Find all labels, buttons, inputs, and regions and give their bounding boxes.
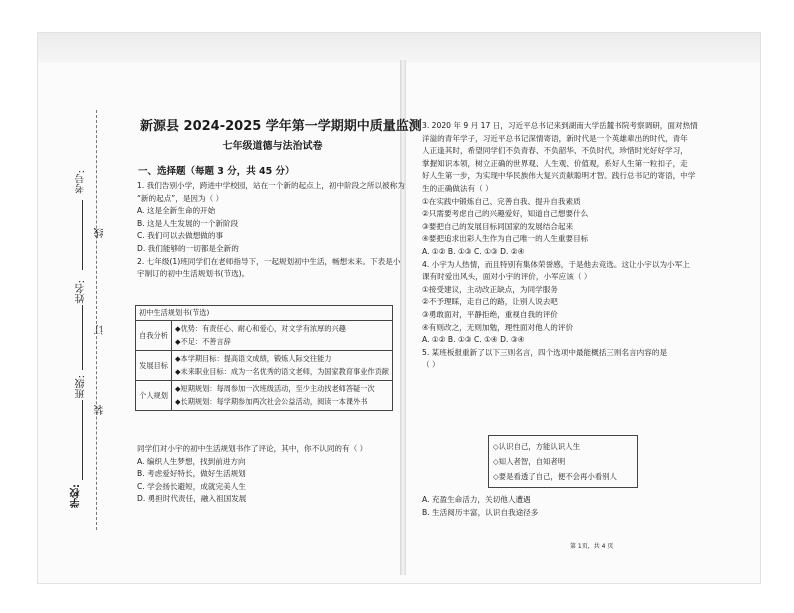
quote-line: ◇要是看透了自己，便不会再小看别人 — [493, 472, 617, 481]
row-item: ◆优势：有责任心、耐心和爱心，对文学有浓厚的兴趣 — [175, 324, 346, 333]
option-line: B. 这是人生发展的一个新阶段 — [137, 218, 239, 228]
table-caption: 初中生活规划书(节选) — [136, 306, 393, 321]
option-line: A. 编织人生梦想，找到前进方向 — [137, 456, 246, 466]
statement-line: ①在实践中锻炼自己、完善自我、提升自我素质 — [422, 196, 581, 206]
table-row — [136, 351, 393, 381]
question-line: 3. 2020 年 9 月 17 日，习近平总书记来到湖南大学岳麓书院考察调研，面对热情 — [422, 121, 698, 130]
exam-number-blank — [82, 200, 83, 270]
row-content — [172, 321, 393, 351]
right-column-questions — [422, 120, 698, 372]
quote-line: ◇认识自己，方能认识人生 — [493, 442, 580, 451]
question-line: 5. 某班板报重新了以下三则名言，四个选项中最能概括三则名言内容的是 — [422, 347, 668, 357]
page-number: 第 1页，共 4 页 — [570, 543, 614, 550]
statement-line: ④有则改之，无则加勉，理性面对他人的评价 — [422, 322, 574, 332]
option-line: A. 充盈生命活力，关切他人遭遇 — [422, 495, 531, 504]
binding-zhuang-mark: 装 — [95, 405, 106, 415]
class-label: 班级: — [76, 375, 87, 399]
exam-number-label: 考号: — [76, 170, 87, 194]
question-line: 好人生第一步，为实现中华民族伟大复兴贡献聪明才智。践行总书记的寄语，中学 — [422, 171, 696, 181]
option-line: D. 勇担时代责任，融入祖国发展 — [137, 494, 247, 504]
row-item: ◆本学期目标：提高语文成绩，锻炼人际交往能力 — [175, 354, 332, 363]
option-line: D. 我们能够的一切都是全新的 — [137, 243, 239, 253]
right-column-after-box — [422, 494, 538, 519]
statement-line: ①接受建议，主动改正缺点，为同学服务 — [422, 284, 558, 294]
binding-xian-mark: 线 — [95, 228, 106, 238]
statement-line: ②不予理睬，走自己的路，让别人说去吧 — [422, 297, 558, 307]
option-line: B. 考虑爱好特长，做好生活规划 — [137, 469, 246, 479]
option-line: C. 学会扬长避短，成就完美人生 — [137, 481, 246, 491]
life-plan-table — [135, 305, 393, 411]
statement-line: ④要把追求出彩人生作为自己唯一的人生重要目标 — [422, 234, 589, 244]
row-content — [172, 351, 393, 381]
question-line: （ ） — [422, 360, 440, 370]
question-line: 2. 七年级(1)班同学们在老师指导下，一起规划初中生活，畅想未来。下表是小 — [137, 256, 401, 266]
question-line: 4. 小宇为人热情，而且特别有集体荣誉感，于是他去竞选。这让小宇以为小军上 — [422, 259, 690, 269]
binding-dashed-line — [96, 110, 97, 530]
section-heading: 一、选择题（每题 3 分，共 45 分） — [138, 166, 295, 177]
question-line: 1. 我们告别小学，跨进中学校园，站在一个新的起点上，初中阶段之所以被称为 — [137, 181, 405, 190]
quotes-box — [488, 435, 638, 488]
statement-line: ②只需要考虑自己的兴趣爱好，知道自己想要什么 — [422, 209, 589, 219]
statement-line: ③要把自己的发展目标同国家的发展结合起来 — [422, 221, 574, 231]
exam-subtitle: 七年级道德与法治试卷 — [222, 141, 323, 152]
class-blank — [82, 400, 83, 480]
question-line: “新的起点”，是因为（ ） — [137, 193, 224, 203]
name-blank — [82, 305, 83, 370]
exam-title: 新源县 2024-2025 学年第一学期期中质量监测 — [140, 119, 422, 134]
row-label: 个人规划 — [136, 381, 172, 411]
question-line: 生的正确做法有（ ） — [422, 183, 493, 193]
question-line: 同学们对小宇的初中生活规划书作了评论，其中，你不认同的有（ ） — [137, 444, 368, 453]
binding-ding-mark: 订 — [95, 325, 106, 335]
question-line: 宇制订的初中生活规划书(节选)。 — [137, 269, 250, 279]
row-label: 发展目标 — [136, 351, 172, 381]
row-item: ◆未来职业目标：成为一名优秀的语文老师，为国家教育事业作贡献 — [175, 366, 389, 376]
option-line: C. 我们可以去做想做的事 — [137, 231, 224, 241]
row-item: ◆长期规划：每学期参加两次社会公益活动，阅读一本课外书 — [175, 396, 368, 406]
table-row — [136, 381, 393, 411]
question-line: 人正逢其时，希望同学们不负青春、不负韶华、不负时代，珍惜时光好好学习， — [422, 146, 688, 156]
name-label: 姓名: — [76, 280, 87, 304]
question-line: 洋溢的青年学子，习近平总书记深情寄语，新时代是一个英雄辈出的时代，青年 — [422, 133, 688, 143]
quote-line: ◇知人者智，自知者明 — [493, 457, 566, 466]
option-line: A. 这是全新生命的开始 — [137, 206, 216, 216]
left-column-after-table — [137, 443, 367, 506]
option-line: A. ①② B. ①③ C. ①③ D. ②④ — [422, 246, 525, 256]
option-line: A. ①② B. ①③ C. ①④ D. ③④ — [422, 335, 525, 345]
paper-top-edge — [38, 33, 760, 63]
statement-line: ③勇敢面对，平静拒绝，重视自我的评价 — [422, 309, 558, 319]
table-row — [136, 321, 393, 351]
school-label: 学校: — [71, 484, 82, 508]
option-line: B. 生活阅历丰富，认识自我途径多 — [422, 507, 539, 517]
question-line: 掌握知识本领，树立正确的世界观、人生观、价值观，系好人生第一粒扣子，走 — [422, 158, 688, 168]
row-item: ◆短期规划：每周参加一次班级活动，至少主动找老师答疑一次 — [175, 384, 375, 393]
row-label: 自我分析 — [136, 321, 172, 351]
left-column-questions — [137, 180, 405, 281]
question-line: 课有时爱出风头，面对小宇的评价，小军应该（ ） — [422, 272, 592, 282]
row-item: ◆不足：不善言辞 — [175, 336, 231, 346]
row-content — [172, 381, 393, 411]
